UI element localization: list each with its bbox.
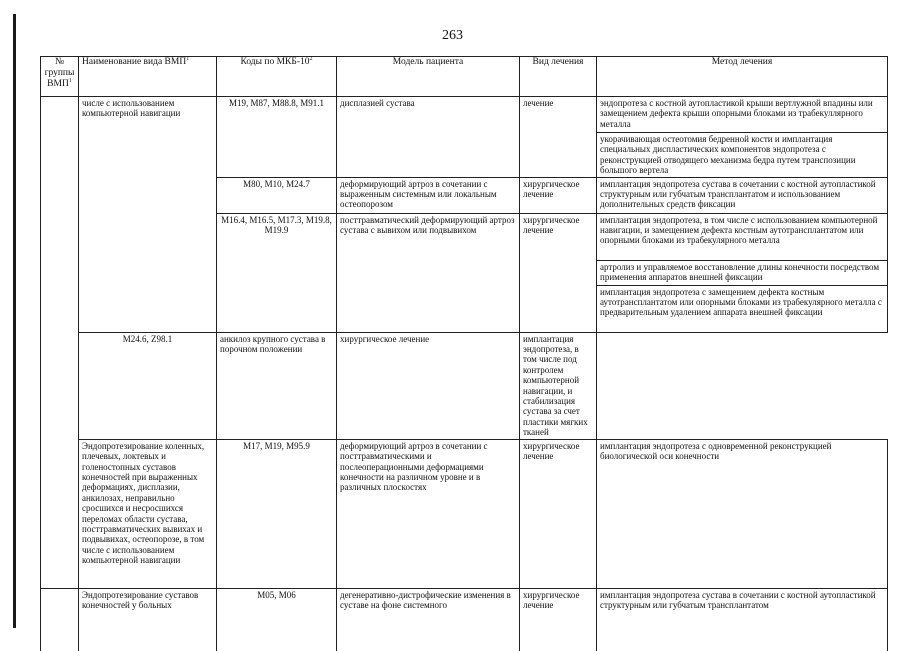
treatment-method-cell: имплантация эндопротеза, в том числе под контролем компьютерной навигации, и стабилизация сустава за счет пластики мягких тканей — [520, 332, 597, 439]
treatment-type-cell: хирургическое лечение — [520, 213, 597, 332]
patient-model-cell: дисплазией сустава — [337, 97, 520, 178]
treatment-method-cell: имплантация эндопротеза с одновременной реконструкцией биологической оси конечности — [597, 439, 888, 588]
header-vmp-name: Наименование вида ВМП$^1$ — [79, 57, 217, 97]
header-group-number: № группы ВМП$^1$ — [41, 57, 79, 97]
header-treatment-method: Метод лечения — [597, 57, 888, 97]
group-number-cell — [41, 588, 79, 651]
header-patient-model: Модель пациента — [337, 57, 520, 97]
patient-model-cell: посттравматический деформирующий артроз сустава с вывихом или подвывихом — [337, 213, 520, 332]
icd-codes-cell: M17, M19, M95.9 — [217, 439, 337, 588]
vmp-name-cell: Эндопротезирование суставов конечностей у больных — [79, 588, 217, 651]
table-row — [41, 588, 888, 651]
header-treatment-type: Вид лечения — [520, 57, 597, 97]
patient-model-cell: дегенеративно-дистрофические изменения в суставе на фоне системного — [337, 588, 520, 651]
treatment-method-cell: укорачивающая остеотомия бедренной кости и имплантация специальных диспластических компонентов эндопротеза с реконструкцией отводящего механизма бедра путем транспозиции большого вертела — [597, 133, 888, 178]
page-number: 263 — [442, 28, 463, 43]
group-number-cell — [41, 97, 79, 589]
treatment-method-cell: имплантация эндопротеза сустава в сочетании с костной аутопластикой структурным или губчатым трансплантатом — [597, 588, 888, 651]
icd-codes-cell: M16.4, M16.5, M17.3, M19.8, M19.9 — [217, 213, 337, 332]
icd-codes-cell: M24.6, Z98.1 — [79, 332, 217, 439]
page-binding-line — [13, 14, 16, 628]
vmp-name-cell: числе с использованием компьютерной навигации — [79, 97, 217, 333]
table-header-row — [41, 57, 888, 97]
table-row — [41, 332, 888, 439]
patient-model-cell: деформирующий артроз в сочетании с выраженным системным или локальным остеопорозом — [337, 177, 520, 213]
header-icd-codes: Коды по МКБ-$10^2$ — [217, 57, 337, 97]
treatment-method-cell: артролиз и управляемое восстановление длины конечности посредством применения аппаратов внешней фиксации — [597, 260, 888, 285]
treatment-type-cell: хирургическое лечение — [520, 177, 597, 213]
treatment-type-cell: хирургическое лечение — [520, 588, 597, 651]
patient-model-cell: деформирующий артроз в сочетании с посттравматическими и послеоперационными деформациями конечности на различном уровне и в различных плоскостях — [337, 439, 520, 588]
treatment-type-cell: лечение — [520, 97, 597, 178]
table-row — [41, 97, 888, 133]
patient-model-cell: анкилоз крупного сустава в порочном положении — [217, 332, 337, 439]
icd-codes-cell: M05, M06 — [217, 588, 337, 651]
treatment-type-cell: хирургическое лечение — [337, 332, 520, 439]
treatment-type-cell: хирургическое лечение — [520, 439, 597, 588]
icd-codes-cell: M19, M87, M88.8, M91.1 — [217, 97, 337, 178]
treatment-method-cell: имплантация эндопротеза с замещением дефекта костным аутотрансплантатом или опорными блоками из трабекулярного металла с предварительным удалением аппарата внешней фиксации — [597, 285, 888, 332]
treatment-method-cell: эндопротеза с костной аутопластикой крыши вертлужной впадины или замещением дефекта крыши опорными блоками из трабекуллярного металла — [597, 97, 888, 133]
treatment-method-cell: имплантация эндопротеза сустава в сочетании с костной аутопластикой структурным или губчатым трансплантатом и использованием дополнительных средств фиксации — [597, 177, 888, 213]
icd-codes-cell: M80, M10, M24.7 — [217, 177, 337, 213]
table-row — [41, 439, 888, 588]
vmp-name-cell: Эндопротезирование коленных, плечевых, локтевых и голеностопных суставов конечностей при выраженных деформациях, дисплазии, анкилозах, неправильно сросшихся и несросшихся переломах области сустава, посттравматических вывихах и подвывихах, остеопорозе, в том числе с использованием компьютерной навигации — [79, 439, 217, 588]
treatment-method-cell: имплантация эндопротеза, в том числе с использованием компьютерной навигации, и замещением дефекта костным аутотрансплантатом или опорными блоками из трабекулярного металла — [597, 213, 888, 260]
treatment-table — [40, 56, 888, 651]
